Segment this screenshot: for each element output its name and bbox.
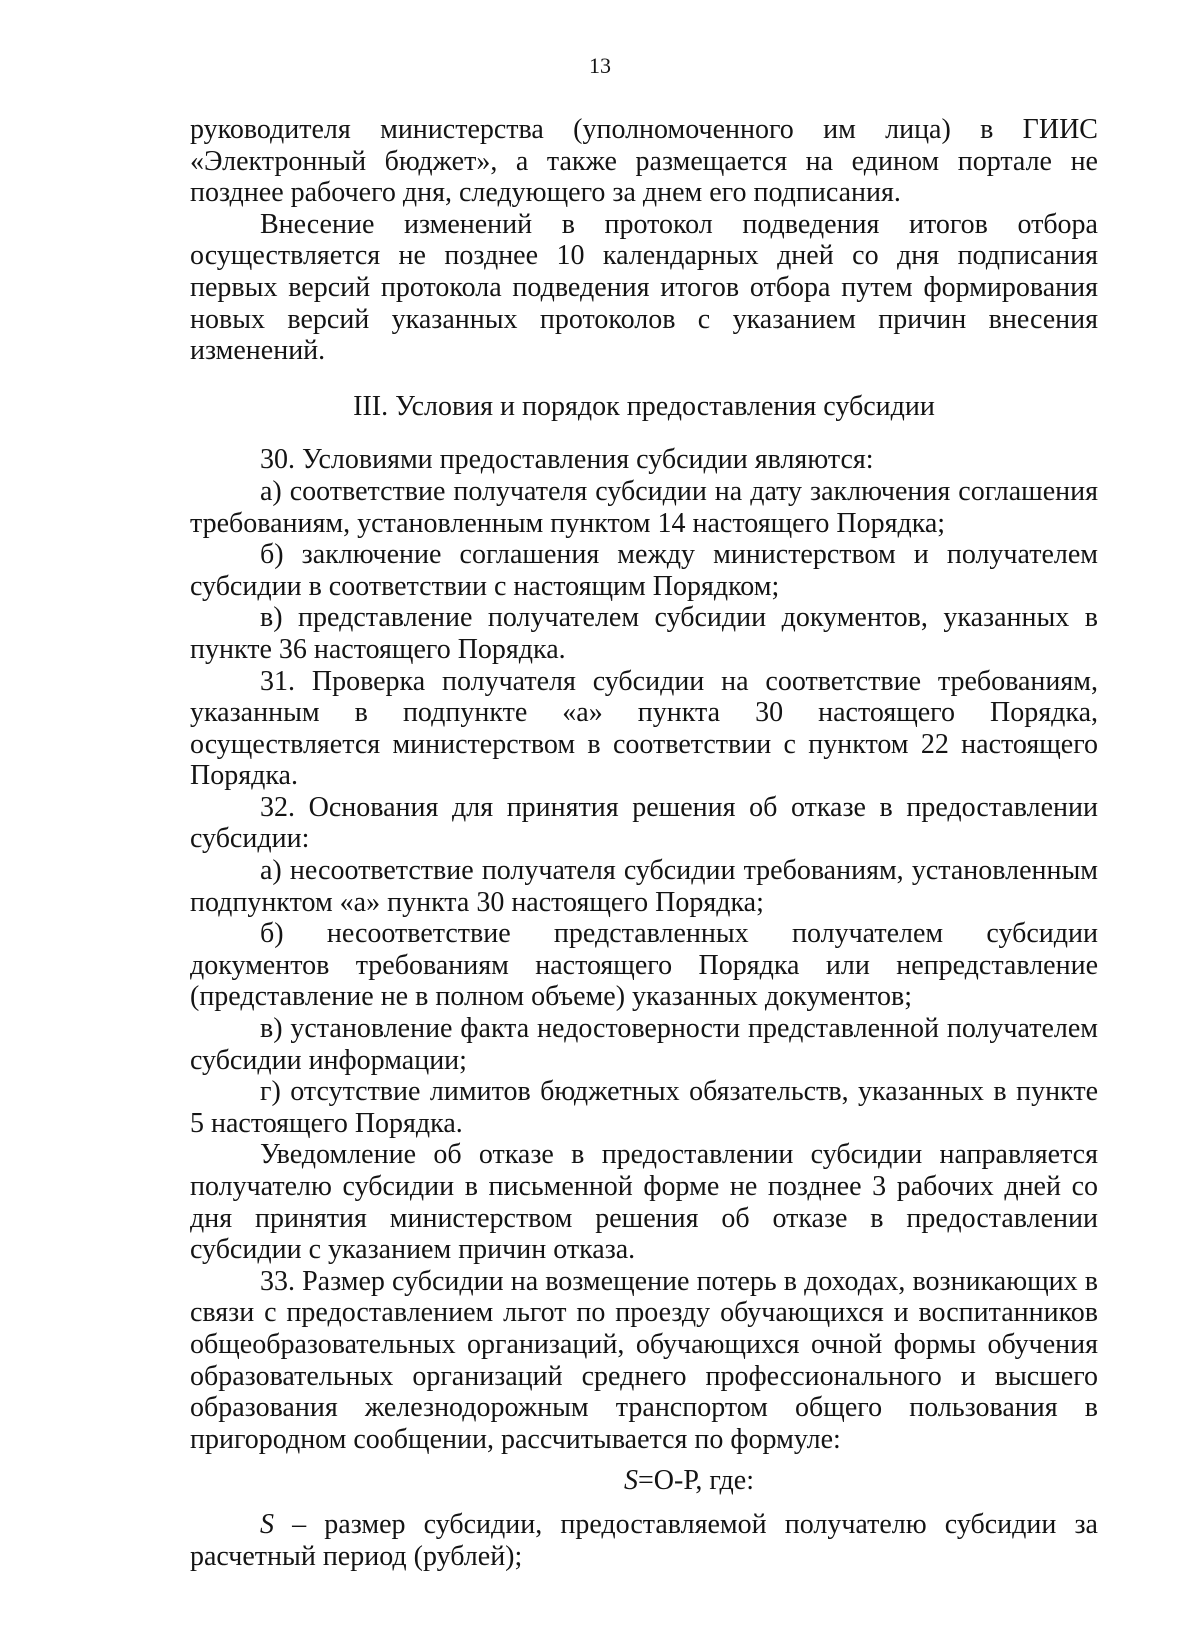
paragraph-protocol-changes: Внесение изменений в протокол подведения итогов отбора осуществляется не позднее 10 календарных дней со дня подписания первых версий протокола подведения итогов отбора путем формирования новых версий указанных протоколов с указанием причин внесения изменений. [190,208,1098,367]
formula-expression: =О-Р, где: [638,1465,754,1497]
paragraph-item-30-v: в) представление получателем субсидии документов, указанных в пункте 36 настоящего Порядка. [190,602,1098,665]
paragraph-item-32-v: в) установление факта недостоверности представленной получателем субсидии информации; [190,1013,1098,1076]
formula-variable: S [624,1465,639,1497]
paragraph-continuation: руководителя министерства (уполномоченного им лица) в ГИИС «Электронный бюджет», а также размещается на едином портале не позднее рабочего дня, следующего за днем его подписания. [190,114,1098,209]
paragraph-item-32-b: б) несоответствие представленных получателем субсидии документов требованиям настоящего Порядка или непредставление (представление не в полном объеме) указанных документов; [190,918,1098,1013]
formula [190,1465,1098,1497]
paragraph-item-32-a: а) несоответствие получателя субсидии требованиям, установленным подпунктом «а» пункта 30 настоящего Порядка; [190,855,1098,918]
paragraph-refusal-notice: Уведомление об отказе в предоставлении субсидии направляется получателю субсидии в письменной форме не позднее 3 рабочих дней со дня принятия министерством решения об отказе в предоставлении субсидии с указанием причин отказа. [190,1139,1098,1266]
paragraph-item-32-g: г) отсутствие лимитов бюджетных обязательств, указанных в пункте 5 настоящего Порядка. [190,1076,1098,1139]
paragraph-item-30-a: а) соответствие получателя субсидии на дату заключения соглашения требованиям, установленным пунктом 14 настоящего Порядка; [190,475,1098,539]
definition-text: – размер субсидии, предоставляемой получателю субсидии за расчетный период (рублей); [190,1508,1098,1572]
paragraph-item-30: 30. Условиями предоставления субсидии являются: [260,444,874,476]
section-heading: III. Условия и порядок предоставления субсидии [353,390,935,422]
paragraph-item-33: 33. Размер субсидии на возмещение потерь в доходах, возникающих в связи с предоставлением льгот по проезду обучающихся и воспитанников общеобразовательных организаций, обучающихся очной формы обучения образовательных организаций среднего профессионального и высшего образования железнодорожным транспортом общего пользования в пригородном сообщении, рассчитывается по формуле: [190,1265,1098,1455]
page-number: 13 [589,53,611,78]
paragraph-item-32: 32. Основания для принятия решения об отказе в предоставлении субсидии: [190,791,1098,855]
definition-variable: S [260,1508,274,1540]
document-body [190,114,1098,1572]
definition-s [190,1509,1098,1572]
paragraph-item-30-b: б) заключение соглашения между министерством и получателем субсидии в соответствии с настоящим Порядком; [190,539,1098,602]
paragraph-item-31: 31. Проверка получателя субсидии на соответствие требованиям, указанным в подпункте «а» пункта 30 настоящего Порядка, осуществляется министерством в соответствии с пунктом 22 настоящего Порядка. [190,665,1098,792]
